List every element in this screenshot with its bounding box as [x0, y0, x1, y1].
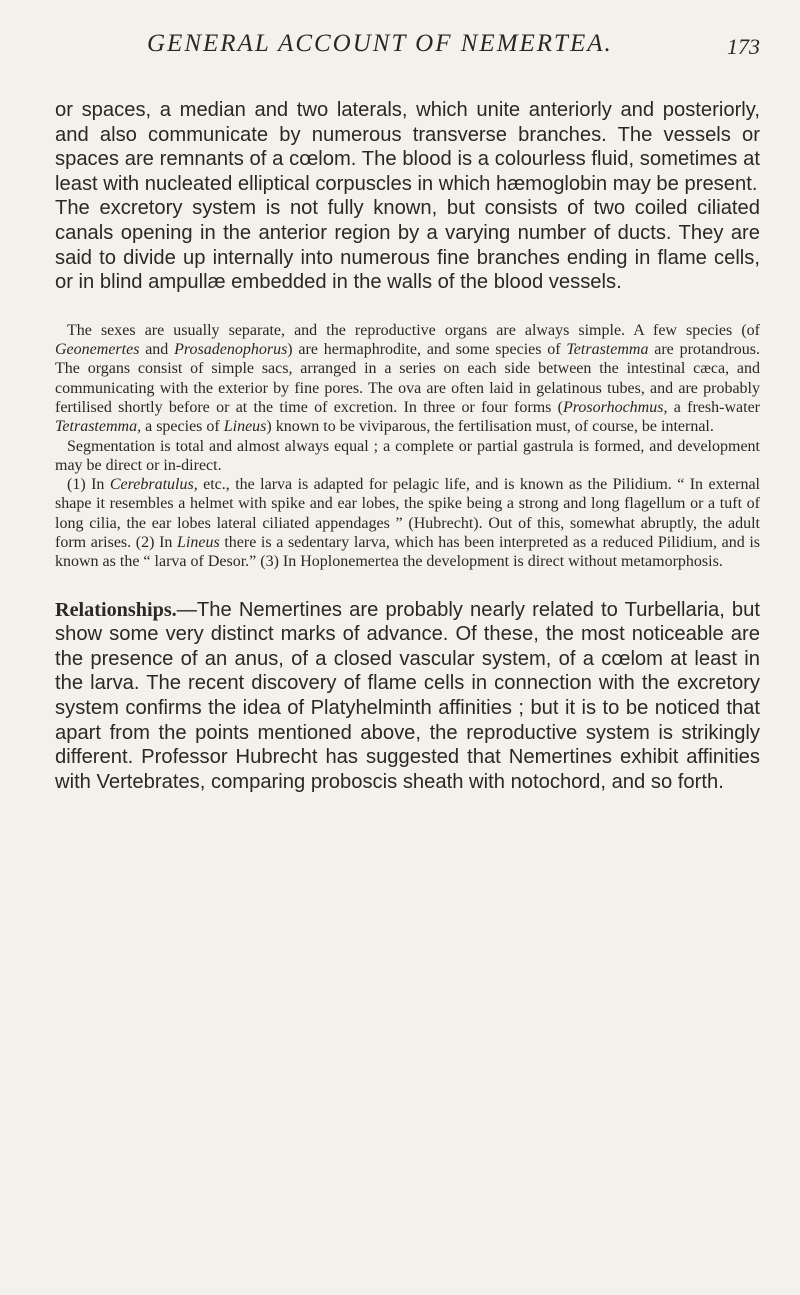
relationships-heading: Relationships. [55, 598, 177, 621]
text-block-small [55, 321, 760, 572]
relationships-section [55, 598, 760, 795]
relationships-text: —The Nemertines are probably nearly related to Turbellaria, but show some very distinct marks of advance. Of these, the most noticeable are the presence of an anus, of a closed vascular system, of a cœlom at least in the larva. The recent discovery of flame cells in connection with the excretory system confirms the idea of Platyhelminth affinities ; but it is to be noticed that apart from the points mentioned above, the reproductive system is strikingly different. Professor Hubrecht has suggested that Nemertines exhibit affinities with Vertebrates, comparing proboscis sheath with notochord, and so forth. [55, 598, 760, 793]
paragraph-larva-development: (1) In Cerebratulus, etc., the larva is adapted for pelagic life, and is known as the Pilidium. “ In external shape it resembles a helmet with spike and ear lobes, the spike being a strong and long flagellum or a tuft of long cilia, the ear lobes lateral ciliated appendages ” (Hubrecht). Out of this, somewhat abruptly, the adult form arises. (2) In Lineus there is a sedentary larva, which has been interpreted as a reduced Pilidium, and is known as the “ larva of Desor.” (3) In Hoplonemertea the development is direct without metamorphosis. [55, 476, 761, 571]
page-number: 173 [727, 34, 760, 59]
paragraph-segmentation: Segmentation is total and almost always equal ; a complete or partial gastrula is formed, and development may be direct or in-direct. [55, 437, 760, 474]
paragraph-blood-vessels: or spaces, a median and two laterals, which unite anteriorly and posteriorly, and also communicate by numerous transverse branches. The vessels or spaces are remnants of a cœlom. The blood is a colourless fluid, sometimes at least with nucleated elliptical corpuscles in which hæmoglobin may be present. [55, 99, 760, 195]
text-block-large [55, 98, 760, 295]
paragraph-excretory-system: The excretory system is not fully known, but consists of two coiled ciliated canals opening in the anterior region by a varying number of ducts. They are said to divide up internally into numerous fine branches ending in flame cells, or in blind ampullæ embedded in the walls of the blood vessels. [55, 197, 760, 294]
page-header [55, 24, 760, 64]
book-page [55, 24, 760, 794]
paragraph-relationships [55, 598, 760, 795]
running-title: GENERAL ACCOUNT OF NEMERTEA. [147, 30, 613, 57]
paragraph-reproductive-organs: The sexes are usually separate, and the reproductive organs are always simple. A few species (of Geonemertes and Prosadenophorus) are hermaphrodite, and some species of Tetrastemma are protandrous. The organs consist of simple sacs, arranged in a series on each side between the intestinal cæca, and communicating with the exterior by fine pores. The ova are often laid in gelatinous tubes, and are probably fertilised shortly before or at the time of excretion. In three or four forms (Prosorhochmus, a fresh-water Tetrastemma, a species of Lineus) known to be viviparous, the fertilisation must, of course, be internal. [55, 321, 761, 436]
